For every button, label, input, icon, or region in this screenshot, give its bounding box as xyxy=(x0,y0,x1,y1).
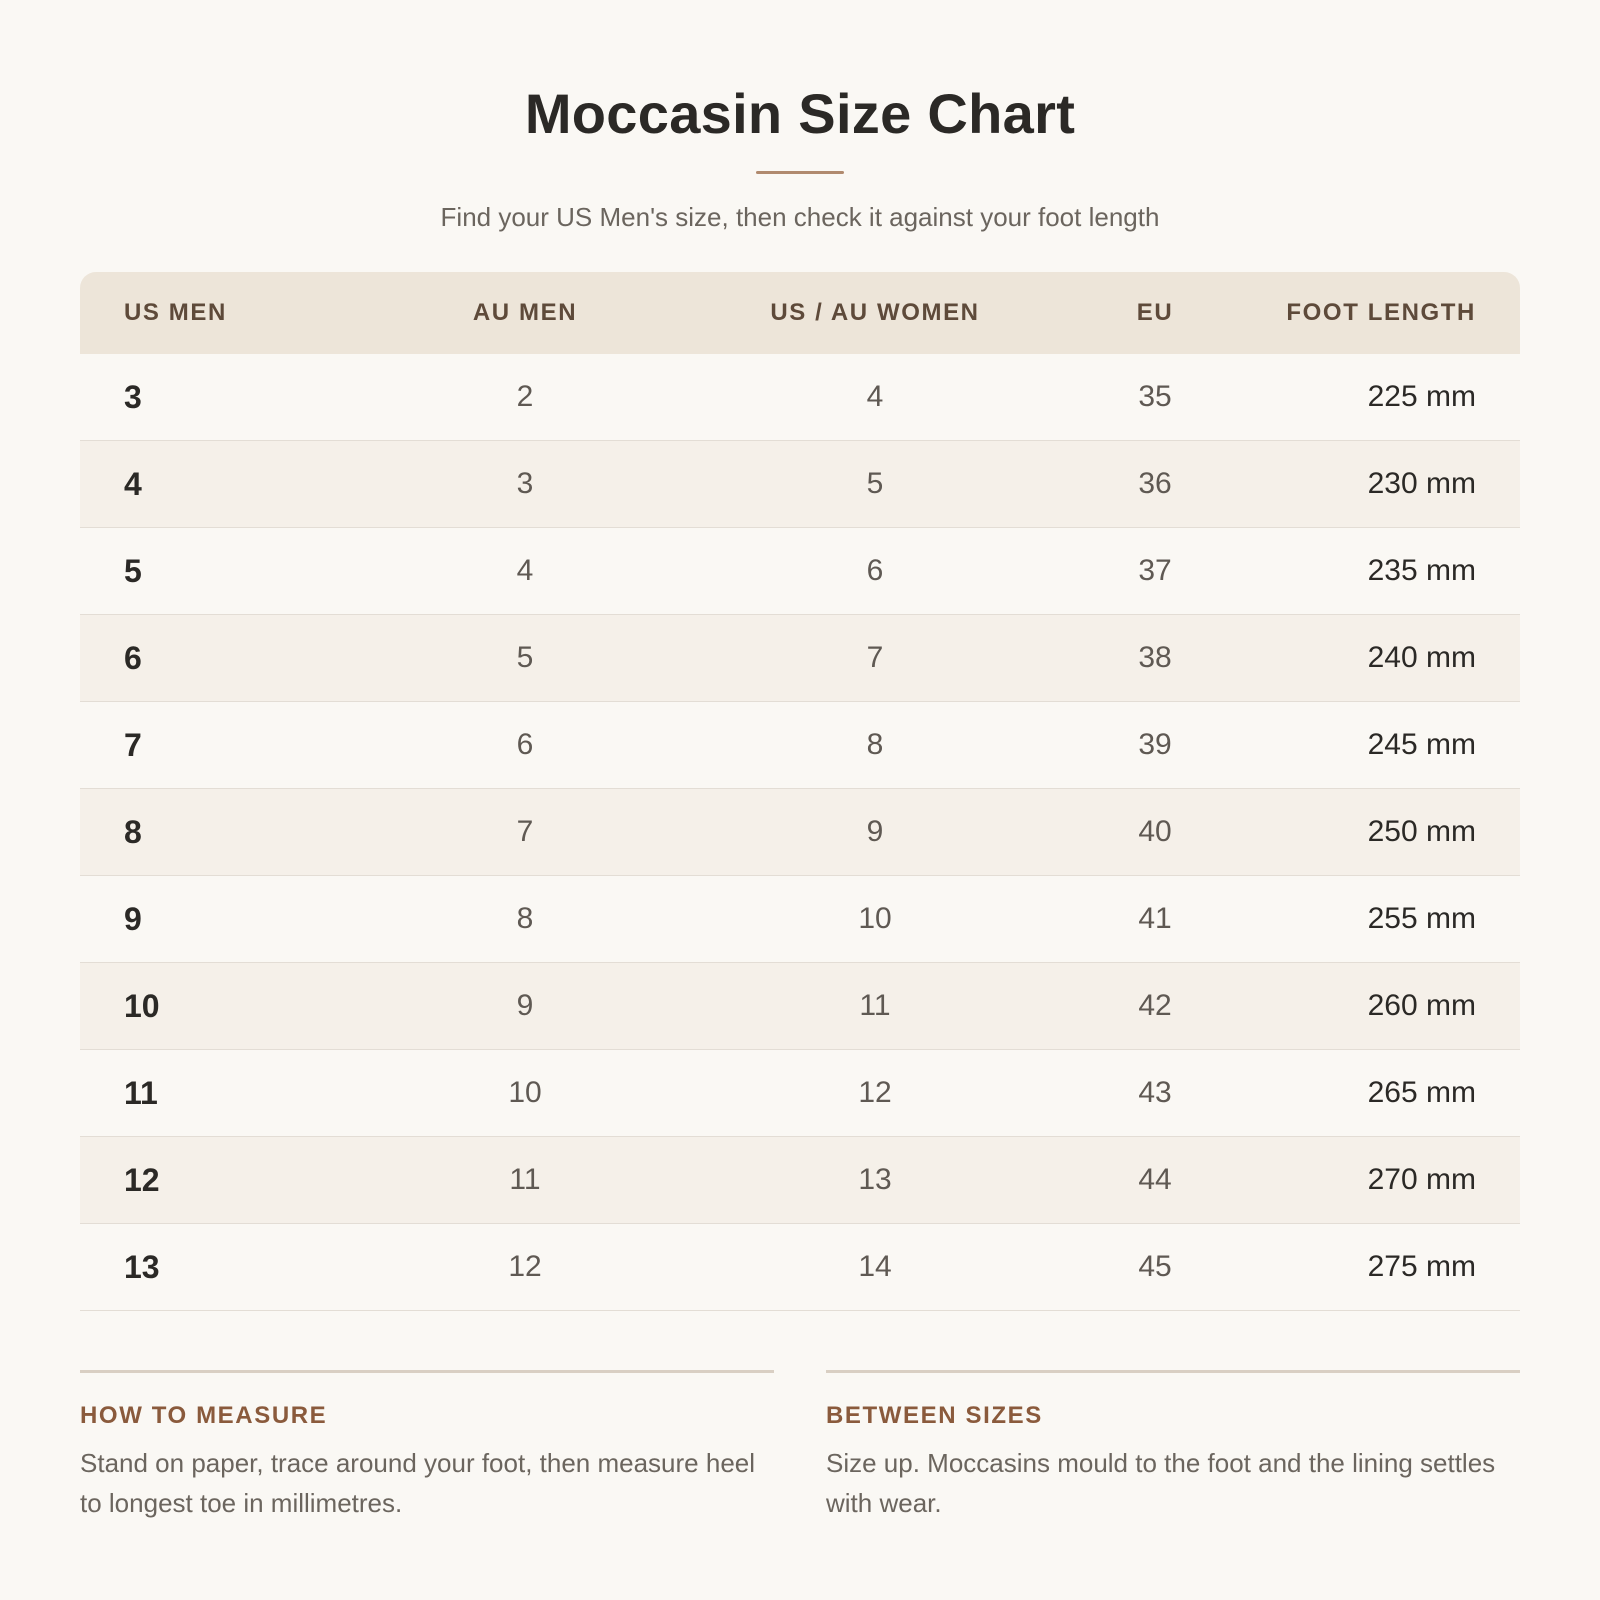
cell-au-men: 6 xyxy=(516,728,534,761)
cell-us-men: 13 xyxy=(124,1248,160,1285)
cell-us-men: 5 xyxy=(124,552,142,589)
cell-eu: 37 xyxy=(1138,554,1172,587)
cell-us-au-women: 7 xyxy=(866,641,884,674)
cell-eu: 41 xyxy=(1138,902,1172,935)
cell-us-au-women: 9 xyxy=(866,815,884,848)
cell-us-au-women: 14 xyxy=(858,1250,892,1283)
cell-au-men: 7 xyxy=(516,815,534,848)
table-row xyxy=(80,1137,1520,1224)
note-heading: BETWEEN SIZES xyxy=(826,1402,1043,1429)
column-header-au-men: AU MEN xyxy=(472,299,578,326)
cell-eu: 43 xyxy=(1138,1076,1172,1109)
cell-au-men: 8 xyxy=(516,902,534,935)
cell-foot-length: 245 mm xyxy=(1367,728,1476,761)
cell-foot-length: 275 mm xyxy=(1367,1250,1476,1283)
cell-foot-length: 255 mm xyxy=(1367,902,1476,935)
cell-eu: 38 xyxy=(1138,641,1172,674)
page-subtitle: Find your US Men's size, then check it against your foot length xyxy=(440,202,1160,232)
note-between-sizes xyxy=(826,1370,1520,1523)
cell-eu: 35 xyxy=(1138,380,1172,413)
cell-us-au-women: 10 xyxy=(858,902,892,935)
cell-eu: 40 xyxy=(1138,815,1172,848)
cell-eu: 36 xyxy=(1138,467,1172,500)
cell-foot-length: 225 mm xyxy=(1367,380,1476,413)
cell-us-men: 10 xyxy=(124,987,160,1024)
table-header xyxy=(80,272,1520,354)
cell-eu: 44 xyxy=(1138,1163,1172,1196)
cell-us-men: 11 xyxy=(124,1074,158,1111)
cell-eu: 42 xyxy=(1138,989,1172,1022)
cell-au-men: 5 xyxy=(516,641,534,674)
cell-au-men: 9 xyxy=(516,989,534,1022)
title-divider xyxy=(756,171,844,174)
column-header-eu: EU xyxy=(1136,299,1174,326)
table-row xyxy=(80,1050,1520,1137)
table-body xyxy=(80,354,1520,1311)
cell-au-men: 11 xyxy=(509,1163,541,1196)
cell-foot-length: 270 mm xyxy=(1367,1163,1476,1196)
cell-au-men: 3 xyxy=(516,467,534,500)
table-row xyxy=(80,615,1520,702)
table-row xyxy=(80,963,1520,1050)
cell-au-men: 4 xyxy=(516,554,534,587)
table-row xyxy=(80,441,1520,528)
note-how-to-measure xyxy=(80,1370,774,1523)
cell-us-men: 12 xyxy=(124,1161,160,1198)
column-header-foot-length: FOOT LENGTH xyxy=(1286,299,1476,326)
cell-us-au-women: 11 xyxy=(859,989,891,1022)
cell-eu: 39 xyxy=(1138,728,1172,761)
cell-us-men: 3 xyxy=(124,378,142,415)
cell-us-au-women: 13 xyxy=(858,1163,892,1196)
cell-foot-length: 250 mm xyxy=(1367,815,1476,848)
cell-eu: 45 xyxy=(1138,1250,1172,1283)
table-row xyxy=(80,354,1520,441)
cell-au-men: 12 xyxy=(508,1250,542,1283)
table-row xyxy=(80,876,1520,963)
cell-us-au-women: 4 xyxy=(866,380,884,413)
column-header-us-au-women: US / AU WOMEN xyxy=(770,299,980,326)
cell-foot-length: 240 mm xyxy=(1367,641,1476,674)
cell-us-au-women: 6 xyxy=(866,554,884,587)
cell-au-men: 2 xyxy=(516,380,534,413)
table-row xyxy=(80,1224,1520,1311)
cell-us-men: 9 xyxy=(124,900,142,937)
column-header-us-men: US MEN xyxy=(124,299,227,326)
note-body: Size up. Moccasins mould to the foot and the lining settles with wear. xyxy=(826,1448,1496,1518)
cell-us-men: 6 xyxy=(124,639,142,676)
cell-foot-length: 265 mm xyxy=(1367,1076,1476,1109)
cell-us-men: 8 xyxy=(124,813,142,850)
cell-us-au-women: 12 xyxy=(858,1076,892,1109)
cell-us-au-women: 8 xyxy=(866,728,884,761)
cell-foot-length: 260 mm xyxy=(1367,989,1476,1022)
table-row xyxy=(80,789,1520,876)
cell-au-men: 10 xyxy=(508,1076,542,1109)
page-title: Moccasin Size Chart xyxy=(524,82,1076,145)
note-body: Stand on paper, trace around your foot, then measure heel to longest toe in millimetres. xyxy=(80,1448,756,1518)
size-table xyxy=(80,272,1520,1311)
table-row xyxy=(80,528,1520,615)
cell-us-men: 4 xyxy=(124,465,142,502)
cell-foot-length: 235 mm xyxy=(1367,554,1476,587)
note-heading: HOW TO MEASURE xyxy=(80,1402,328,1429)
table-row xyxy=(80,702,1520,789)
cell-us-au-women: 5 xyxy=(866,467,884,500)
cell-us-men: 7 xyxy=(124,726,142,763)
cell-foot-length: 230 mm xyxy=(1367,467,1476,500)
